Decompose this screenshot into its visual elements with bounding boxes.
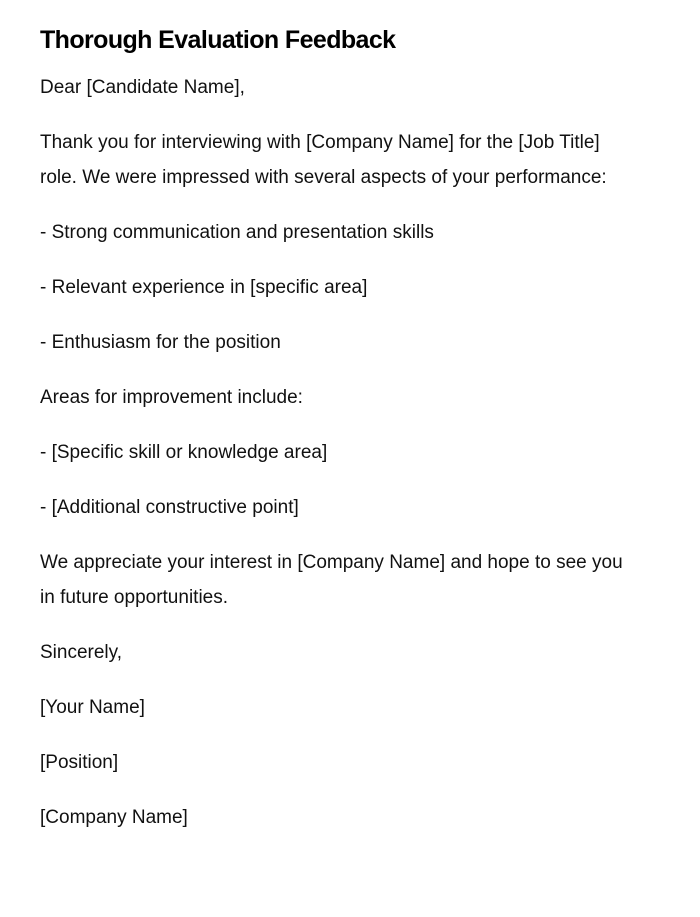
closing-paragraph: We appreciate your interest in [Company Name] and hope to see you in future opportunities.	[40, 552, 623, 608]
strength-item: - Relevant experience in [specific area]	[40, 277, 368, 298]
improvement-item: - [Additional constructive point]	[40, 497, 299, 518]
greeting: Dear [Candidate Name],	[40, 77, 245, 98]
strength-item: - Strong communication and presentation skills	[40, 222, 434, 243]
signature-position: [Position]	[40, 752, 119, 773]
signature-company: [Company Name]	[40, 807, 188, 828]
improvement-item: - [Specific skill or knowledge area]	[40, 442, 328, 463]
improvement-heading: Areas for improvement include:	[40, 387, 303, 408]
letter-document	[40, 22, 640, 835]
document-title: Thorough Evaluation Feedback	[40, 26, 396, 54]
intro-paragraph: Thank you for interviewing with [Company Name] for the [Job Title] role. We were impressed with several aspects of your performance:	[40, 132, 607, 188]
strength-item: - Enthusiasm for the position	[40, 332, 281, 353]
sign-off: Sincerely,	[40, 642, 123, 663]
signature-name: [Your Name]	[40, 697, 145, 718]
